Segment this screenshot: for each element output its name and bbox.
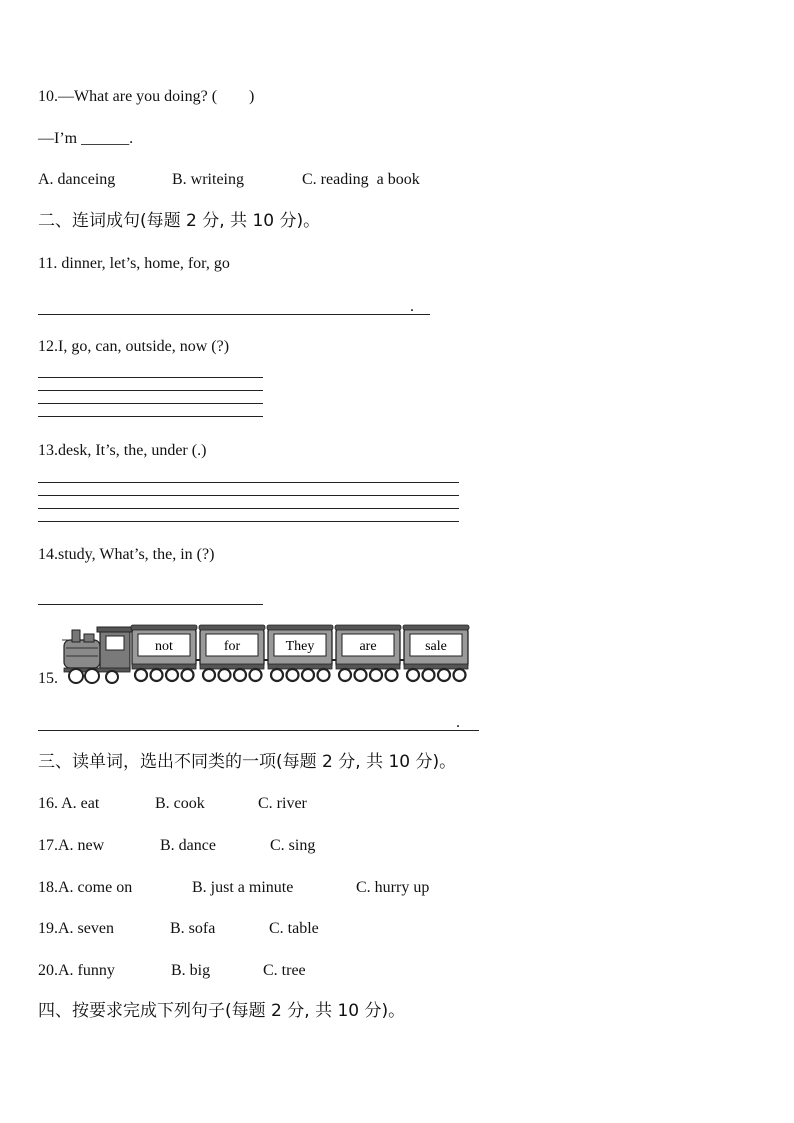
answer-line (38, 521, 459, 522)
wheel (386, 669, 398, 681)
question-19-b: B. sofa (170, 920, 216, 937)
question-10-answer: —I’m ______. (38, 130, 134, 147)
option-a: A. danceing (38, 171, 116, 188)
question-19-a: 19.A. seven (38, 920, 114, 937)
train-car-word: not (155, 639, 173, 654)
question-20-c: C. tree (263, 962, 306, 979)
option-c: C. reading a book (302, 171, 420, 188)
answer-line (38, 730, 479, 731)
question-15: 15. (38, 670, 58, 687)
wheel (407, 669, 419, 681)
wheel (250, 669, 262, 681)
wheel (151, 669, 163, 681)
question-14: 14.study, What’s, the, in (?) (38, 546, 215, 563)
question-18-c: C. hurry up (356, 879, 430, 896)
locomotive-image (62, 627, 133, 683)
wheel (182, 669, 194, 681)
wheel (166, 669, 178, 681)
wheel (302, 669, 314, 681)
option-b: B. writeing (172, 171, 244, 188)
question-18-a: 18.A. come on (38, 879, 133, 896)
section-2-heading: 二、连词成句(每题 2 分, 共 10 分)。 (38, 211, 321, 231)
wheel (234, 669, 246, 681)
question-16-a: 16. A. eat (38, 795, 100, 812)
train-car (131, 625, 200, 681)
question-16-b: B. cook (155, 795, 205, 812)
question-19-c: C. table (269, 920, 319, 937)
wheel (355, 669, 367, 681)
question-20-b: B. big (171, 962, 211, 979)
train-illustration (62, 622, 472, 686)
train-car-word: are (359, 639, 377, 654)
answer-line (38, 314, 430, 315)
wheel (438, 669, 450, 681)
question-17-a: 17.A. new (38, 837, 105, 854)
question-13: 13.desk, It’s, the, under (.) (38, 442, 207, 459)
wheel (370, 669, 382, 681)
wheel (287, 669, 299, 681)
wheel (219, 669, 231, 681)
wheel (423, 669, 435, 681)
answer-line (38, 482, 459, 483)
answer-line (38, 508, 459, 509)
train-car (267, 625, 336, 681)
train-car-word: for (223, 639, 241, 654)
question-16-c: C. river (258, 795, 307, 812)
train-car (199, 625, 268, 681)
train-car-word: sale (425, 639, 447, 654)
section-3-heading: 三、读单词，选出不同类的一项(每题 2 分, 共 10 分)。 (38, 752, 457, 772)
section-4-heading: 四、按要求完成下列句子(每题 2 分, 共 10 分)。 (38, 1001, 406, 1021)
answer-line (38, 416, 263, 417)
wheel (271, 669, 283, 681)
answer-line (38, 604, 263, 605)
answer-line (38, 403, 263, 404)
question-17-c: C. sing (270, 837, 316, 854)
question-18-b: B. just a minute (192, 879, 294, 896)
wheel (135, 669, 147, 681)
answer-line (38, 377, 263, 378)
question-10: 10.—What are you doing? ( ) (38, 88, 255, 105)
question-12: 12.I, go, can, outside, now (?) (38, 338, 230, 355)
question-17-b: B. dance (160, 837, 216, 854)
train-car (403, 625, 469, 681)
wheel (203, 669, 215, 681)
wheel (318, 669, 330, 681)
question-20-a: 20.A. funny (38, 962, 115, 979)
answer-line (38, 390, 263, 391)
answer-line (38, 495, 459, 496)
train-car (335, 625, 404, 681)
wheel (339, 669, 351, 681)
question-11: 11. dinner, let’s, home, for, go (38, 255, 230, 272)
train-car-word: They (285, 639, 315, 654)
wheel (454, 669, 466, 681)
answer-period: . (410, 298, 414, 315)
answer-period: . (456, 714, 460, 731)
